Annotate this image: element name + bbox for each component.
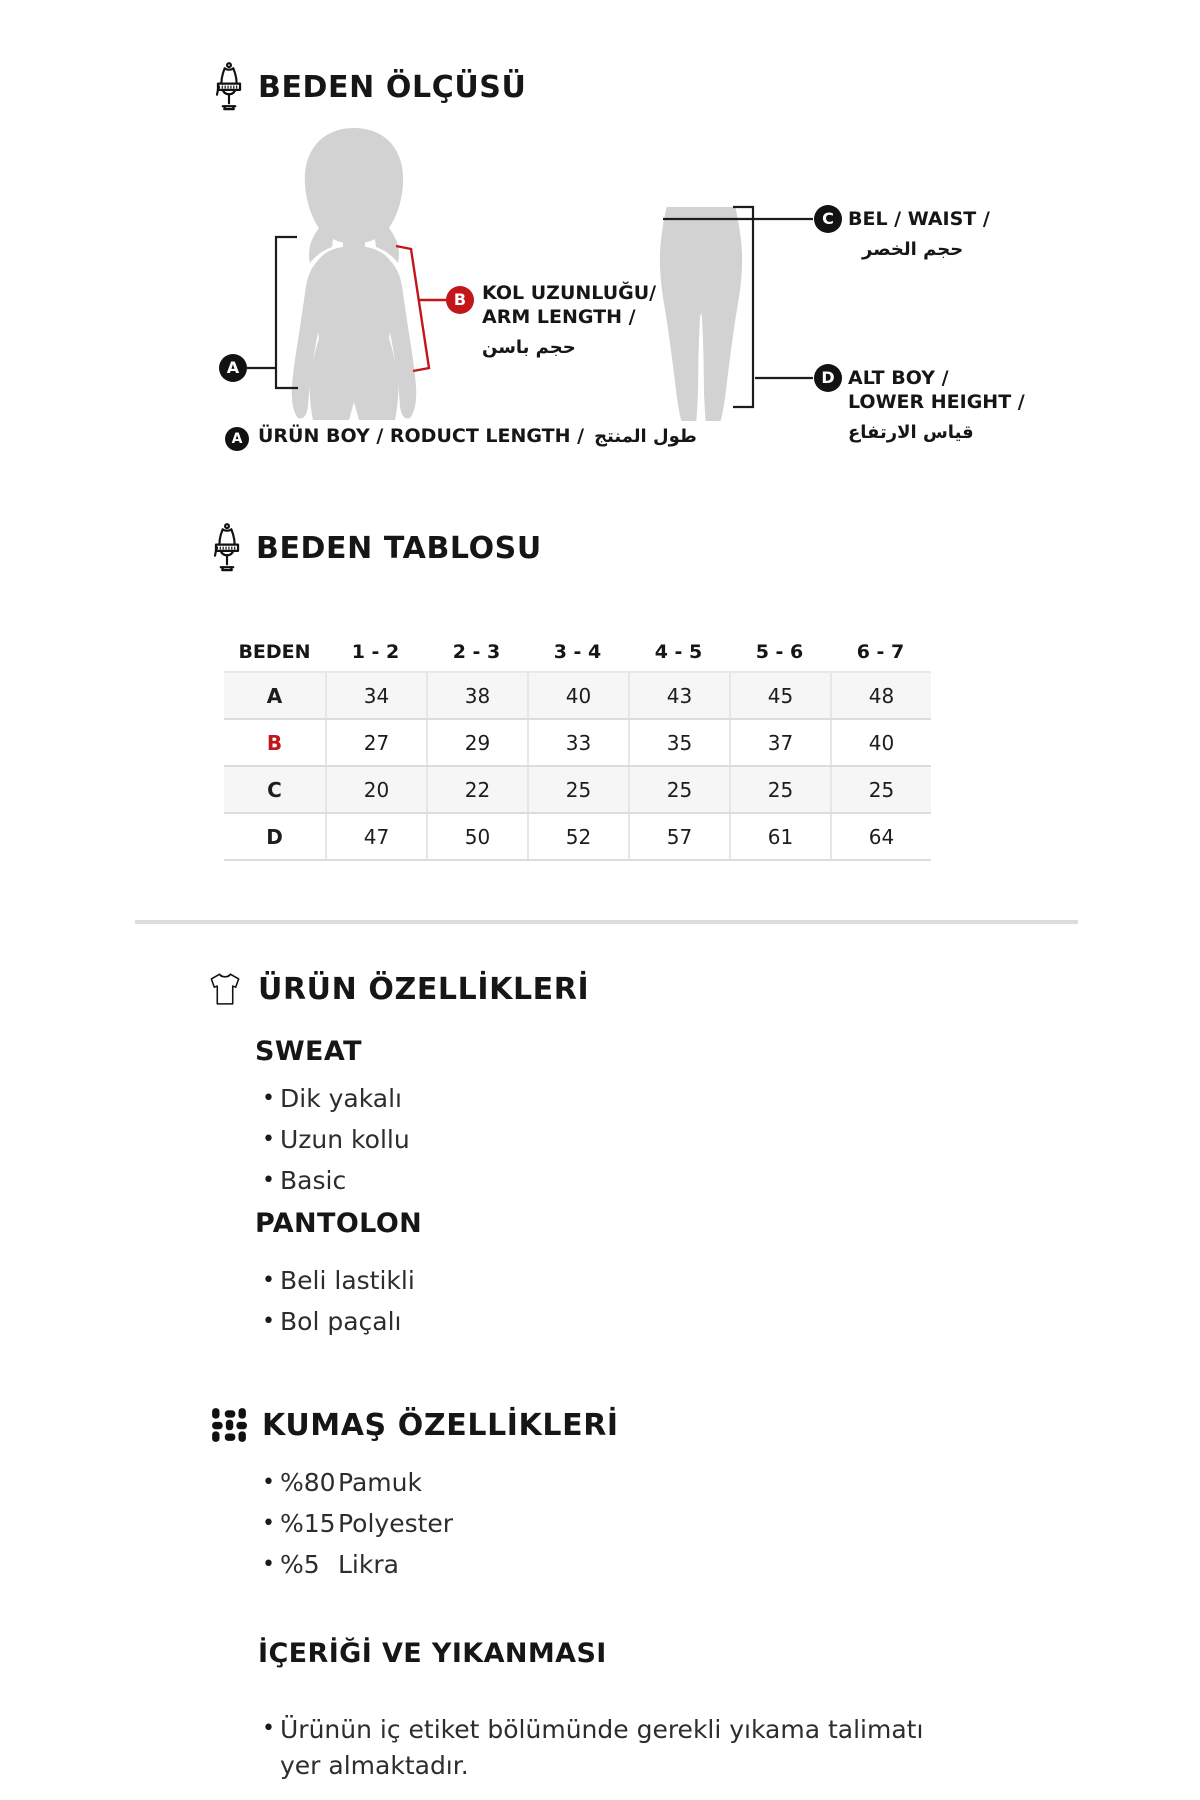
size-table-col-header: 4 - 5 <box>654 641 703 663</box>
care-instructions-list <box>262 1712 940 1784</box>
size-table-cell: 40 <box>527 673 628 718</box>
bullet-item <box>262 1548 453 1582</box>
section-title: ÜRÜN ÖZELLİKLERİ <box>258 971 590 1007</box>
size-table-body <box>224 671 931 861</box>
fabric-name: Likra <box>338 1550 399 1579</box>
bullet-item <box>262 1507 453 1541</box>
bullet-dot: • <box>262 1552 275 1577</box>
size-table-row <box>224 767 931 814</box>
bullet-dot: • <box>262 1511 275 1536</box>
fabric-name: Pamuk <box>338 1468 422 1497</box>
section-size-measure-header <box>214 62 526 112</box>
bullet-dot: • <box>262 1168 275 1193</box>
size-table-cell: 25 <box>729 767 830 812</box>
bullet-dot: • <box>262 1309 275 1334</box>
marker-a-caption <box>225 427 249 451</box>
size-table-cell: 64 <box>830 814 931 859</box>
mannequin-icon <box>214 62 244 112</box>
section-title: BEDEN TABLOSU <box>256 530 542 566</box>
size-table-cell: 50 <box>426 814 527 859</box>
size-table-col-header: 6 - 7 <box>856 641 905 663</box>
size-table-cell: 52 <box>527 814 628 859</box>
fabric-percent: %15 <box>280 1509 336 1538</box>
bullet-text: Bol paçalı <box>280 1307 402 1336</box>
marker-d <box>814 364 842 392</box>
section-size-table-header <box>212 523 542 573</box>
marker-b <box>446 286 474 314</box>
size-table-cell: 20 <box>325 767 426 812</box>
size-table-cell: 35 <box>628 720 729 765</box>
label-arm-length-tr: KOL UZUNLUĞU/ <box>482 282 657 304</box>
marker-a-caption-letter: A <box>231 431 243 447</box>
marker-b-letter: B <box>453 290 467 309</box>
label-product-length-ar: طول المنتج <box>594 425 697 447</box>
section-divider <box>135 920 1078 924</box>
fabric-percent: %5 <box>280 1550 320 1579</box>
bullet-item <box>262 1164 410 1198</box>
size-table-col-header: BEDEN <box>238 641 311 663</box>
size-table-cell: 25 <box>628 767 729 812</box>
size-table-cell: 43 <box>628 673 729 718</box>
tshirt-icon <box>206 970 244 1008</box>
size-table-cell: 22 <box>426 767 527 812</box>
size-table-col-header: 3 - 4 <box>553 641 602 663</box>
marker-a <box>219 354 247 382</box>
size-table-cell: 48 <box>830 673 931 718</box>
fabric-name: Polyester <box>338 1509 454 1538</box>
bullet-dot: • <box>262 1086 275 1111</box>
child-silhouette <box>269 128 439 420</box>
bullet-item <box>262 1305 415 1339</box>
size-table-cell: 45 <box>729 673 830 718</box>
fabric-weave-icon <box>210 1406 248 1444</box>
size-table-row <box>224 814 931 861</box>
label-product-length <box>258 425 697 447</box>
size-table-cell: 38 <box>426 673 527 718</box>
fabric-composition-list <box>262 1466 453 1582</box>
size-table-row-label: D <box>266 824 283 849</box>
size-table-col-header: 2 - 3 <box>452 641 501 663</box>
bullet-item <box>262 1712 940 1784</box>
bullet-item <box>262 1082 410 1116</box>
label-product-length-latin: ÜRÜN BOY / RODUCT LENGTH / <box>258 425 585 447</box>
size-table-cell: 29 <box>426 720 527 765</box>
label-lower-height-en: LOWER HEIGHT / <box>848 391 1025 413</box>
label-waist <box>848 207 990 262</box>
section-title: BEDEN ÖLÇÜSÜ <box>258 69 527 105</box>
size-table-cell: 47 <box>325 814 426 859</box>
size-table-header-row <box>224 633 931 671</box>
size-table-row-label: B <box>266 730 283 755</box>
pantolon-heading: PANTOLON <box>255 1208 423 1239</box>
label-lower-height-ar: قياس الارتفاع <box>848 422 974 443</box>
size-table <box>224 633 931 861</box>
label-lower-height-tr: ALT BOY / <box>848 367 949 389</box>
size-table-row <box>224 671 931 720</box>
sweat-feature-list <box>262 1082 410 1198</box>
bullet-dot: • <box>262 1268 275 1293</box>
bullet-dot: • <box>262 1127 275 1152</box>
label-arm-length-en: ARM LENGTH / <box>482 306 636 328</box>
bullet-dot: • <box>262 1470 275 1495</box>
bullet-dot: • <box>262 1716 275 1741</box>
size-table-cell: 34 <box>325 673 426 718</box>
size-table-cell: 33 <box>527 720 628 765</box>
bullet-text: Beli lastikli <box>280 1266 415 1295</box>
size-table-col-header: 1 - 2 <box>351 641 400 663</box>
bullet-item <box>262 1466 453 1500</box>
pantolon-feature-list <box>262 1264 415 1339</box>
marker-a-letter: A <box>226 358 240 377</box>
bullet-item <box>262 1264 415 1298</box>
sweat-heading: SWEAT <box>255 1036 362 1067</box>
label-waist-en: BEL / WAIST / <box>848 208 990 230</box>
size-table-cell: 57 <box>628 814 729 859</box>
bullet-text: Basic <box>280 1166 347 1195</box>
label-waist-ar: حجم الخصر <box>862 239 964 260</box>
size-table-cell: 25 <box>830 767 931 812</box>
bullet-item <box>262 1123 410 1157</box>
marker-d-letter: D <box>821 368 835 387</box>
bullet-text: Dik yakalı <box>280 1084 402 1113</box>
size-table-cell: 25 <box>527 767 628 812</box>
mannequin-icon <box>212 523 242 573</box>
section-product-features-header <box>206 970 589 1008</box>
label-arm-length-ar: حجم باسن <box>482 337 576 358</box>
size-table-row-label: C <box>267 777 282 802</box>
marker-c <box>814 205 842 233</box>
size-table-cell: 40 <box>830 720 931 765</box>
size-table-cell: 37 <box>729 720 830 765</box>
fabric-percent: %80 <box>280 1468 336 1497</box>
size-table-row-label: A <box>266 683 283 708</box>
pants-silhouette <box>657 207 745 421</box>
marker-c-letter: C <box>822 209 834 228</box>
label-lower-height <box>848 366 1025 445</box>
label-arm-length <box>482 281 656 360</box>
bullet-text: Uzun kollu <box>280 1125 410 1154</box>
size-table-row <box>224 720 931 767</box>
care-heading: İÇERİĞİ VE YIKANMASI <box>258 1638 607 1669</box>
size-table-cell: 61 <box>729 814 830 859</box>
section-title: KUMAŞ ÖZELLİKLERİ <box>262 1407 619 1443</box>
size-table-cell: 27 <box>325 720 426 765</box>
section-fabric-features-header <box>210 1406 619 1444</box>
bullet-text: Ürünün iç etiket bölümünde gerekli yıkama talimatı yer almaktadır. <box>280 1715 924 1780</box>
size-table-col-header: 5 - 6 <box>755 641 804 663</box>
